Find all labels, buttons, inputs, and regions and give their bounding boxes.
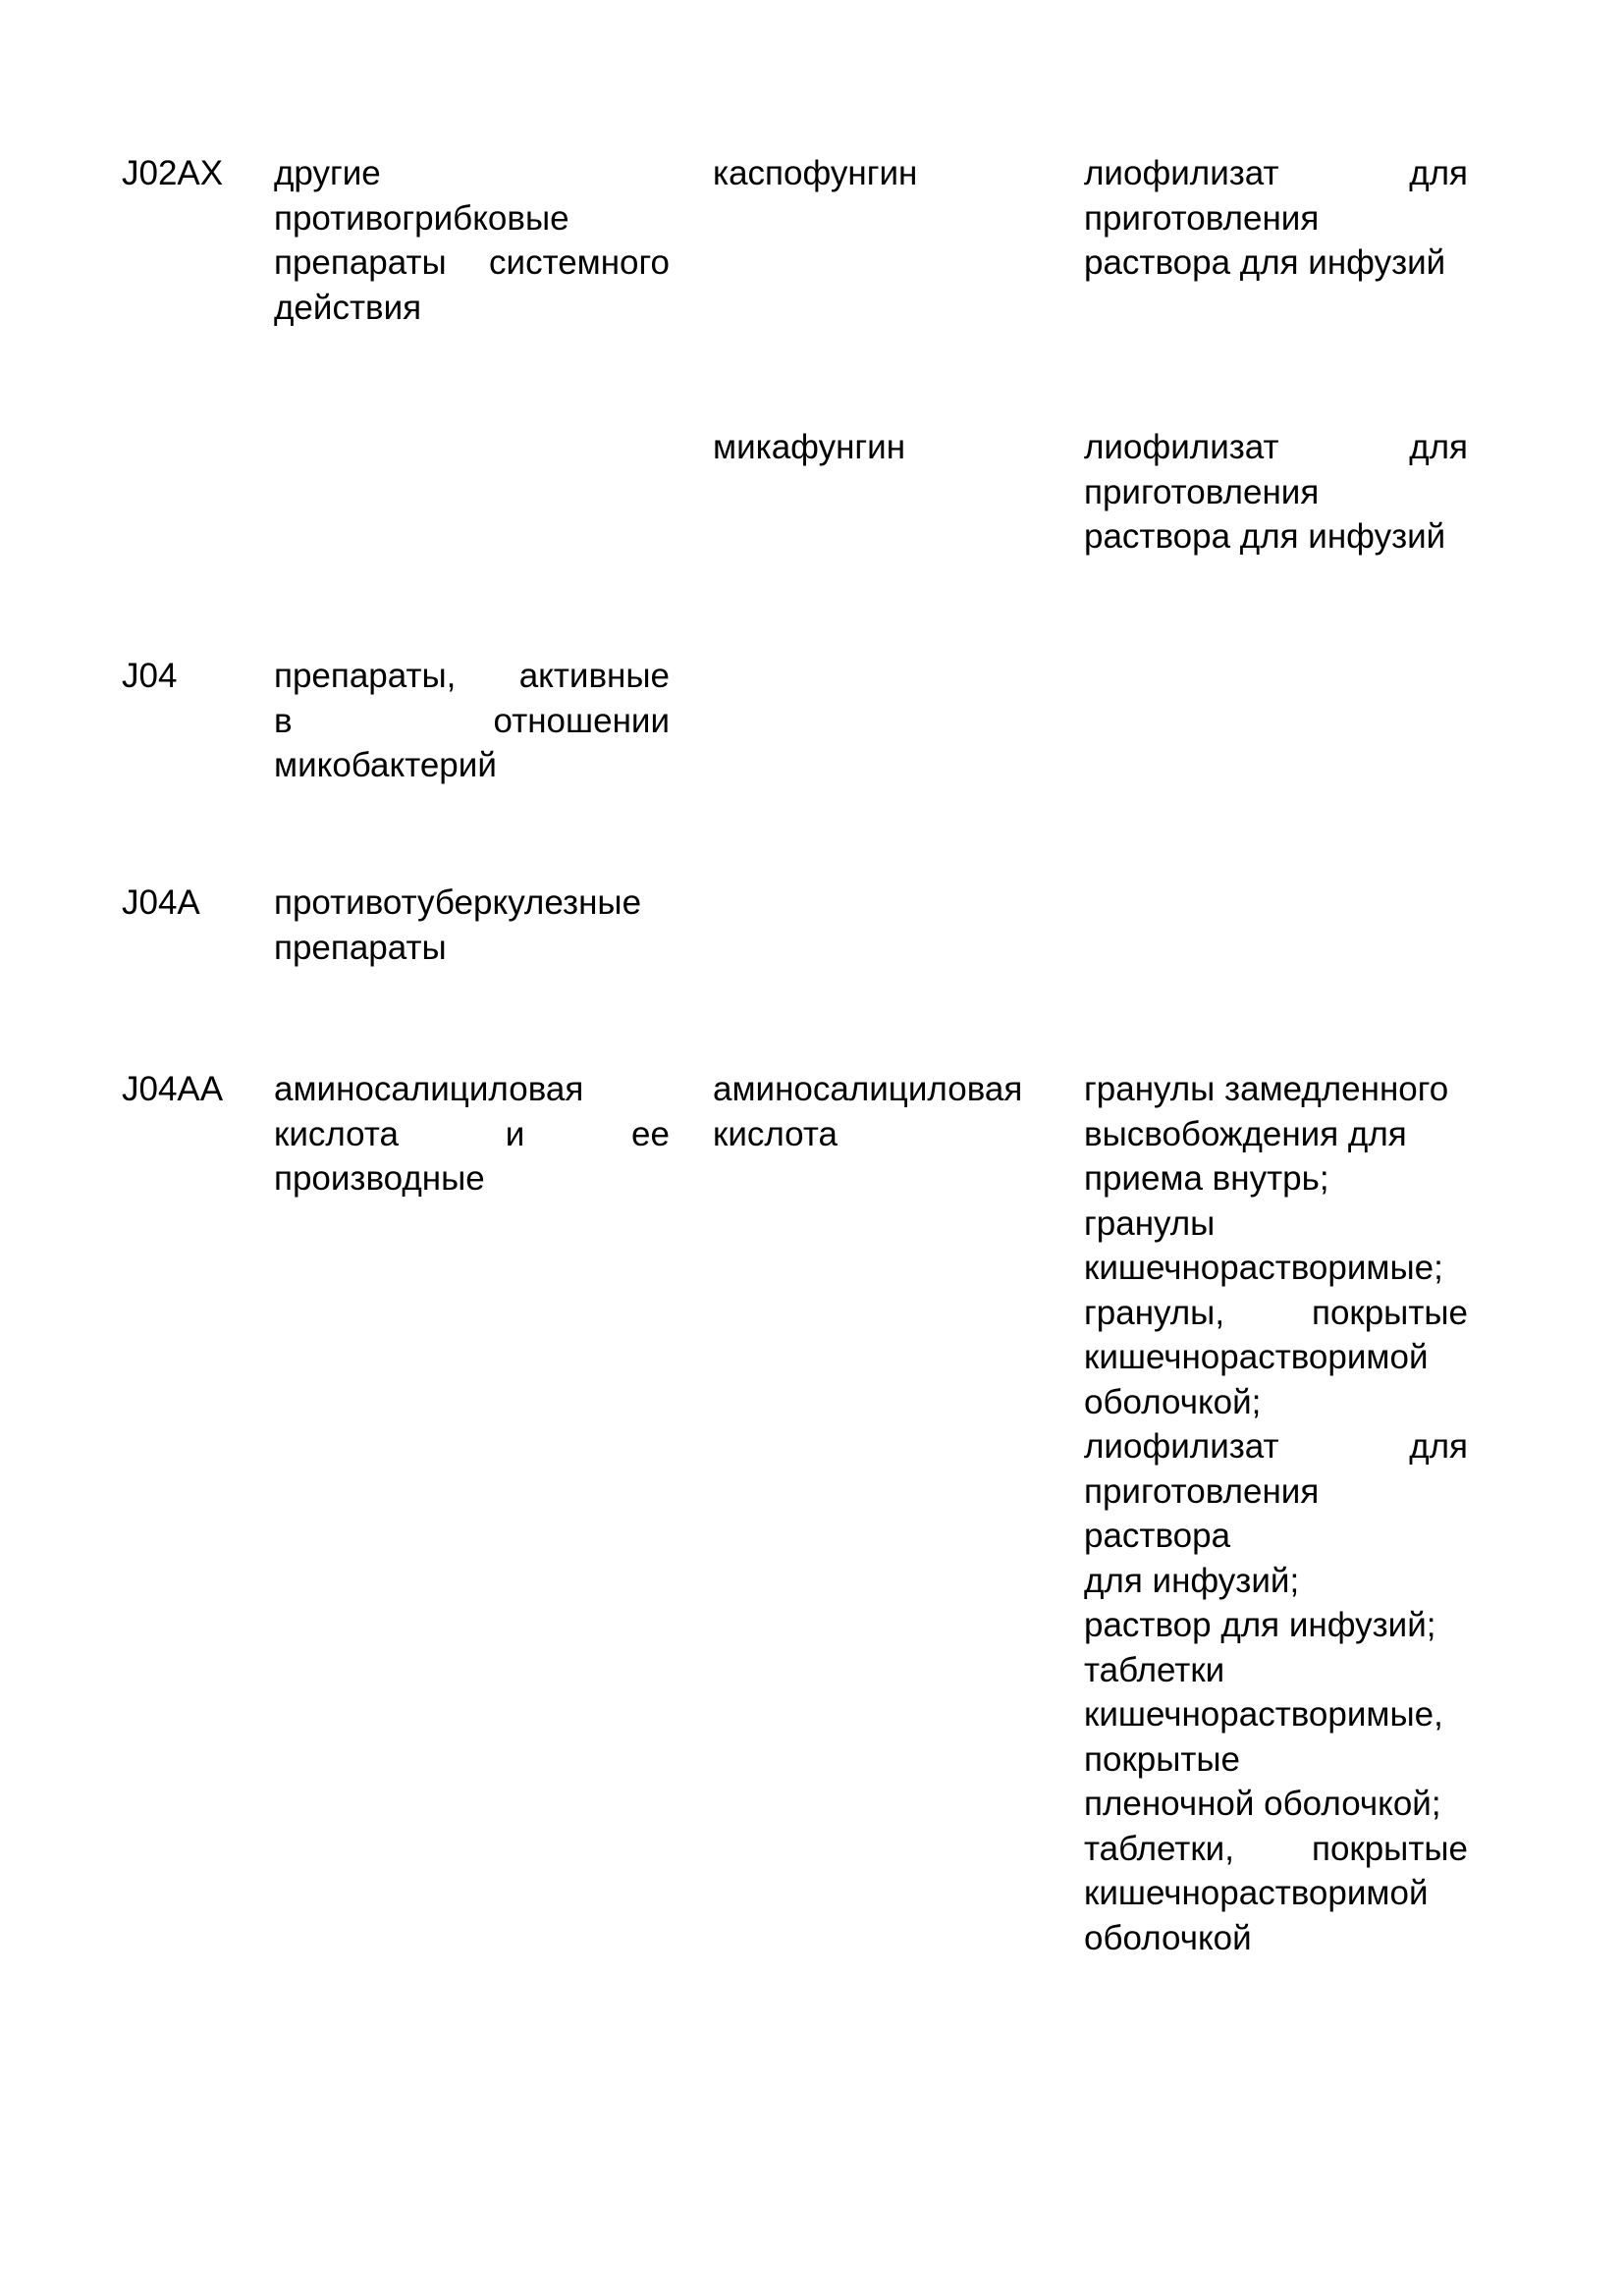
atc-code-text: J04A <box>122 883 200 922</box>
form-line: приготовления <box>1084 198 1320 238</box>
atc-code <box>122 881 259 926</box>
form-line: лиофилизат для <box>1084 1427 1468 1466</box>
drug-line: кислота <box>713 1114 838 1153</box>
drug-line: микафунгин <box>713 428 906 466</box>
form-line: приготовления <box>1084 1471 1320 1511</box>
form-line: гранулы, покрытые <box>1084 1293 1468 1332</box>
dosage-form <box>1084 425 1468 560</box>
dosage-form <box>1084 1067 1468 1960</box>
form-line: кишечнорастворимые, <box>1084 1695 1443 1734</box>
atc-code <box>122 151 259 196</box>
form-line: кишечнорастворимые; <box>1084 1249 1443 1287</box>
form-line: гранулы замедленного <box>1084 1070 1449 1108</box>
drug-line: каспофунгин <box>713 154 918 192</box>
form-line: приготовления <box>1084 472 1320 511</box>
form-line: высвобождения для <box>1084 1114 1407 1153</box>
form-line: покрытые <box>1084 1739 1241 1779</box>
anatomical-group <box>274 151 670 330</box>
anatomical-group <box>274 881 670 970</box>
form-line: кишечнорастворимой <box>1084 1874 1429 1912</box>
form-line: лиофилизат для <box>1084 428 1468 466</box>
atc-code-text: J04AA <box>122 1070 224 1108</box>
form-line: раствора для инфузий <box>1084 243 1446 282</box>
group-line: в отношении <box>274 701 670 740</box>
group-line: производные <box>274 1159 485 1198</box>
group-line: кислота и ее <box>274 1114 670 1153</box>
anatomical-group <box>274 1067 670 1201</box>
form-line: пленочной оболочкой; <box>1084 1785 1441 1823</box>
form-line: оболочкой; <box>1084 1382 1262 1421</box>
form-line: лиофилизат для <box>1084 154 1468 192</box>
form-line: раствора <box>1084 1517 1231 1555</box>
form-line: таблетки <box>1084 1650 1225 1689</box>
drug-name <box>713 1067 1047 1156</box>
group-line: действия <box>274 288 422 327</box>
drug-line: аминосалициловая <box>713 1070 1023 1108</box>
group-line: препараты системного <box>274 243 670 282</box>
drug-name <box>713 151 1047 196</box>
form-line: для инфузий; <box>1084 1561 1300 1600</box>
form-line: оболочкой <box>1084 1918 1252 1957</box>
form-line: раствор для инфузий; <box>1084 1606 1436 1644</box>
drug-name <box>713 425 1047 470</box>
group-line: другие <box>274 154 381 192</box>
group-line: противогрибковые <box>274 198 569 238</box>
atc-code-text: J04 <box>122 657 178 695</box>
anatomical-group <box>274 654 670 788</box>
form-line: раствора для инфузий <box>1084 517 1446 556</box>
form-line: приема внутрь; <box>1084 1159 1329 1198</box>
group-line: микобактерий <box>274 746 497 784</box>
atc-code <box>122 654 259 699</box>
form-line: гранулы <box>1084 1203 1216 1243</box>
atc-code-text: J02AX <box>122 154 224 192</box>
dosage-form <box>1084 151 1468 286</box>
atc-code <box>122 1067 259 1112</box>
group-line: препараты <box>274 928 447 967</box>
form-line: таблетки, покрытые <box>1084 1829 1468 1868</box>
group-line: противотуберкулезные <box>274 883 642 922</box>
group-line: препараты, активные <box>274 657 670 695</box>
form-line: кишечнорастворимой <box>1084 1338 1429 1376</box>
group-line: аминосалициловая <box>274 1070 584 1108</box>
